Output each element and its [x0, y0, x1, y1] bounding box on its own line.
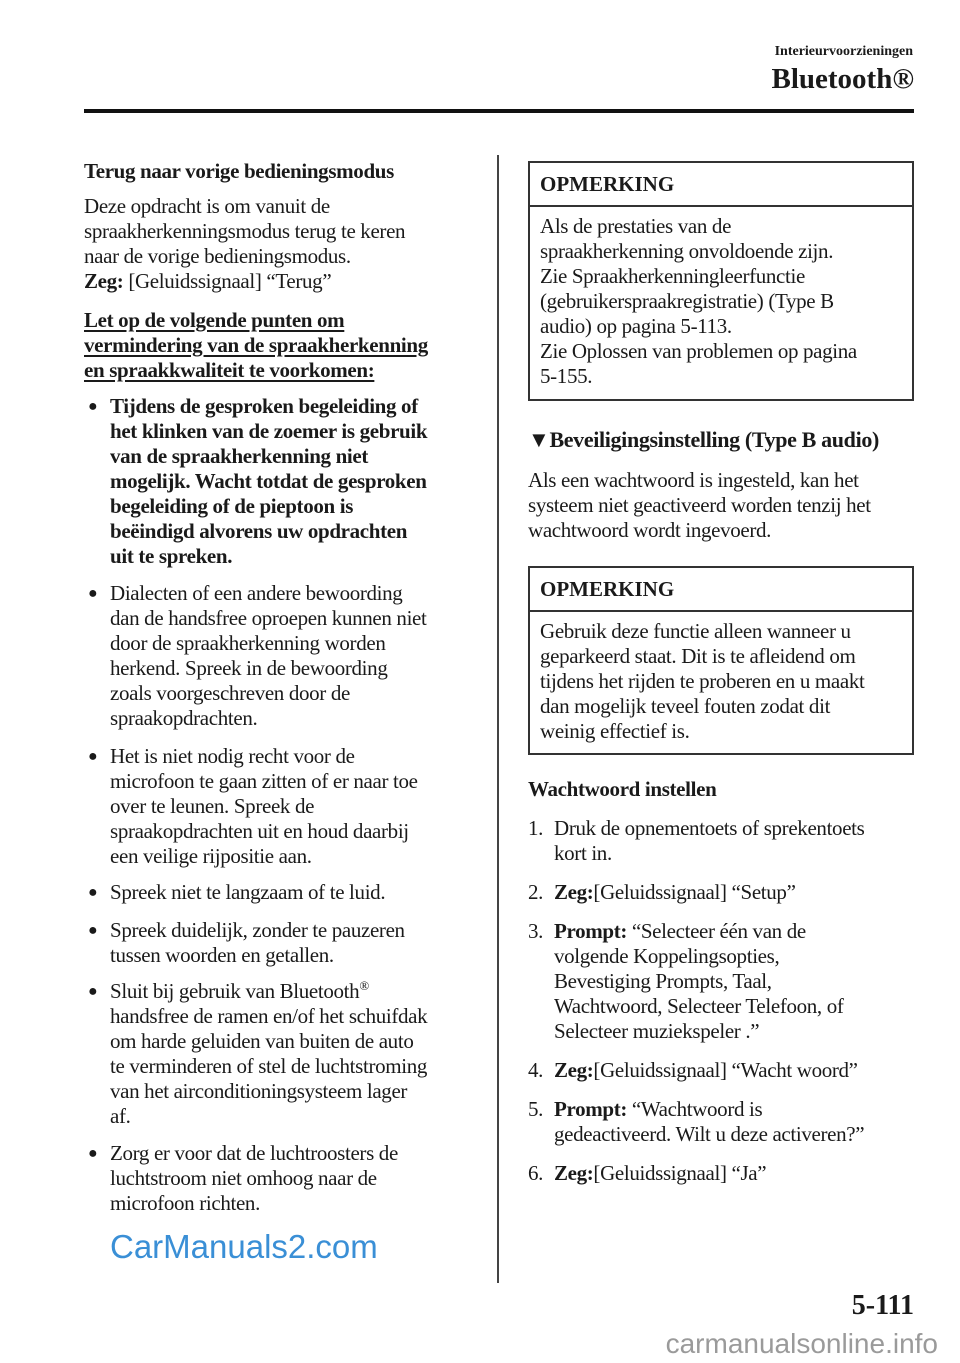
triangle-down-icon: ▼: [528, 427, 550, 452]
step-label: Zeg:: [554, 1058, 594, 1082]
bullet-icon: ●: [88, 983, 98, 1000]
note-body: Als de prestaties van de spraakherkenning onvoldoende zijn. Zie Spraakherkenningleerfunctie (gebruikerspraakregistratie) (Type B audio) op pagina 5-113. Zie Oplossen van problemen op pagina 5-155.: [540, 214, 857, 388]
step-item: [528, 880, 796, 905]
bullet-icon: ●: [88, 398, 98, 415]
bullet-icon: ●: [88, 1145, 98, 1162]
page-title: Bluetooth®: [771, 63, 914, 95]
list-item: [88, 581, 427, 731]
note-title: OPMERKING: [530, 568, 912, 612]
list-item-text: Zorg er voor dat de luchtroosters de luchtstroom niet omhoog naar de microfoon richten.: [110, 1141, 398, 1215]
step-number: 1.: [528, 816, 544, 840]
steps-heading: Wachtwoord instellen: [528, 777, 717, 801]
column-divider: [497, 155, 499, 1283]
step-text: [Geluidssignaal] “Setup”: [593, 880, 796, 904]
say-label: Zeg:: [84, 269, 124, 293]
step-item: [528, 816, 865, 866]
step-number: 2.: [528, 880, 544, 904]
bullet-icon: ●: [88, 884, 98, 901]
step-label: Prompt:: [554, 919, 627, 943]
security-heading: [528, 427, 879, 452]
list-item: [88, 918, 405, 968]
step-text: “Wachtwoord is gedeactiveerd. Wilt u deze activeren?”: [554, 1097, 865, 1146]
step-text: Druk de opnementoets of sprekentoets kort in.: [554, 816, 865, 865]
step-number: 4.: [528, 1058, 544, 1082]
say-text: [Geluidssignaal] “Terug”: [123, 269, 332, 293]
step-label: Zeg:: [554, 1161, 594, 1185]
list-item: [88, 1141, 398, 1216]
list-item: [88, 978, 428, 1129]
section-label: Interieurvoorzieningen: [774, 44, 913, 59]
step-text: “Selecteer één van de volgende Koppelingsopties, Bevestiging Prompts, Taal, Wachtwoord, Selecteer Telefoon, of Selecteer muziekspeler .”: [554, 919, 844, 1043]
step-text: [Geluidssignaal] “Wacht woord”: [593, 1058, 858, 1082]
note-box: [528, 161, 914, 401]
list-item: [88, 880, 386, 905]
list-item-text: Sluit bij gebruik van Bluetooth: [110, 979, 360, 1003]
step-number: 3.: [528, 919, 544, 943]
step-number: 5.: [528, 1097, 544, 1121]
step-text: [Geluidssignaal] “Ja”: [593, 1161, 767, 1185]
security-heading-text: Beveiligingsinstelling (Type B audio): [549, 427, 879, 452]
intro-paragraph: [84, 194, 405, 294]
list-item: [88, 394, 428, 569]
page-number: 5-111: [851, 1290, 914, 1321]
bullet-icon: ●: [88, 922, 98, 939]
bullet-icon: ●: [88, 585, 98, 602]
section-heading: Terug naar vorige bedieningsmodus: [84, 159, 394, 183]
list-item-text: Spreek duidelijk, zonder te pauzeren tussen woorden en getallen.: [110, 918, 405, 967]
step-label: Zeg:: [554, 880, 594, 904]
list-item: [88, 744, 418, 869]
step-item: [528, 1097, 865, 1147]
watermark-overlay[interactable]: CarManuals2.com: [110, 1228, 378, 1265]
step-item: [528, 919, 844, 1044]
list-item-text: Het is niet nodig recht voor de microfoon te gaan zitten of er naar toe over te leunen. Spreek de spraakopdrachten uit en houd daarbij een veilige rijpositie aan.: [110, 744, 418, 868]
list-item-text: Spreek niet te langzaam of te luid.: [110, 880, 386, 904]
step-label: Prompt:: [554, 1097, 627, 1121]
list-item-text: handsfree de ramen en/of het schuifdak om harde geluiden van buiten de auto te verminderen of stel de luchtstroming van het airconditioningsysteem lager af.: [110, 1004, 428, 1128]
registered-mark: ®: [359, 978, 369, 993]
security-paragraph: Als een wachtwoord is ingesteld, kan het systeem niet geactiveerd worden tenzij het wachtwoord wordt ingevoerd.: [528, 468, 871, 542]
intro-text: Deze opdracht is om vanuit de spraakherkenningsmodus terug te keren naar de vorige bedieningsmodus.: [84, 194, 406, 268]
step-item: [528, 1058, 858, 1083]
note-box: [528, 566, 914, 755]
step-number: 6.: [528, 1161, 544, 1185]
list-item-text: Dialecten of een andere bewoording dan de handsfree oproepen kunnen niet door de spraakherkenning worden herkend. Spreek in de bewoording zoals voorgeschreven door de spraakopdrachten.: [110, 581, 427, 730]
list-item-text: Tijdens de gesproken begeleiding of het klinken van de zoemer is gebruik van de spraakherkenning niet mogelijk. Wacht totdat de gesproken begeleiding of de pieptoon is beëindigd alvorens uw opdrachten uit te spreken.: [110, 394, 428, 568]
watermark-site[interactable]: carmanualsonline.info: [665, 1328, 938, 1359]
note-title: OPMERKING: [530, 163, 912, 207]
header-rule: [84, 109, 914, 113]
step-item: [528, 1161, 767, 1186]
note-body: Gebruik deze functie alleen wanneer u geparkeerd staat. Dit is te afleidend om tijdens het rijden te proberen en u maakt dan mogelijk teveel fouten zodat dit weinig effectief is.: [540, 619, 865, 743]
warning-heading: Let op de volgende punten om vermindering van de spraakherkenning en spraakkwaliteit te voorkomen:: [84, 308, 428, 382]
bullet-icon: ●: [88, 748, 98, 765]
